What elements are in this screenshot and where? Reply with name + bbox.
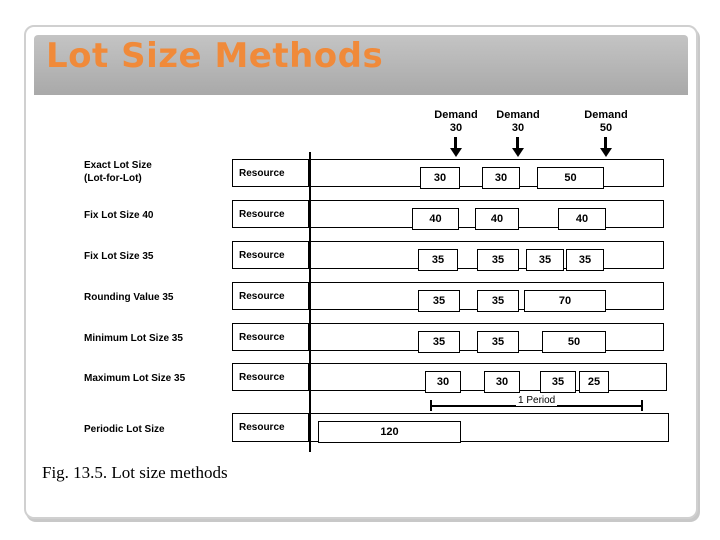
lot-box: 30 [420, 167, 460, 189]
resource-box: Resource [232, 282, 308, 310]
lot-box: 35 [418, 290, 460, 312]
period-tick-right [641, 400, 643, 411]
lot-box: 35 [566, 249, 604, 271]
demand-qty: 30 [511, 122, 525, 134]
row-label-periodic: Periodic Lot Size [84, 424, 165, 435]
lot-box: 25 [579, 371, 609, 393]
lot-box: 40 [558, 208, 606, 230]
demand-arrowhead-1 [450, 148, 462, 157]
resource-box: Resource [232, 200, 308, 228]
lot-box: 50 [542, 331, 606, 353]
demand-label: Demand [434, 109, 478, 121]
demand-label: Demand [584, 109, 628, 121]
demand-2 [486, 109, 550, 135]
demand-label: Demand [496, 109, 540, 121]
demand-qty: 50 [599, 122, 613, 134]
lot-box: 120 [318, 421, 461, 443]
row-label-fix35: Fix Lot Size 35 [84, 251, 154, 262]
period-label: 1 Period [518, 395, 556, 406]
row-label-fix40: Fix Lot Size 40 [84, 210, 154, 221]
row-label-exact: Exact Lot Size (Lot-for-Lot) [84, 160, 152, 184]
lot-box: 35 [418, 249, 458, 271]
resource-box: Resource [232, 323, 308, 351]
lot-box: 40 [475, 208, 519, 230]
lot-box: 30 [482, 167, 520, 189]
lot-box: 50 [537, 167, 604, 189]
lot-box: 35 [526, 249, 564, 271]
demand-arrowhead-3 [600, 148, 612, 157]
demand-qty: 30 [449, 122, 463, 134]
lot-box: 70 [524, 290, 606, 312]
demand-arrowhead-2 [512, 148, 524, 157]
resource-box: Resource [232, 413, 308, 442]
lot-box: 35 [477, 331, 519, 353]
lot-box: 35 [418, 331, 460, 353]
demand-1 [424, 109, 488, 135]
lot-box: 35 [477, 249, 519, 271]
current-time-line [309, 152, 311, 452]
resource-box: Resource [232, 363, 308, 391]
lot-box: 30 [425, 371, 461, 393]
resource-box: Resource [232, 159, 308, 187]
figure-caption: Fig. 13.5. Lot size methods [42, 463, 228, 482]
resource-box: Resource [232, 241, 308, 269]
lot-box: 30 [484, 371, 520, 393]
slide-title: Lot Size Methods [46, 36, 384, 76]
row-label-maximum: Maximum Lot Size 35 [84, 373, 186, 384]
lot-box: 40 [412, 208, 459, 230]
row-label-rounding: Rounding Value 35 [84, 292, 174, 303]
lot-box: 35 [477, 290, 519, 312]
lot-box: 35 [540, 371, 576, 393]
row-label-minimum: Minimum Lot Size 35 [84, 333, 183, 344]
demand-3 [574, 109, 638, 135]
